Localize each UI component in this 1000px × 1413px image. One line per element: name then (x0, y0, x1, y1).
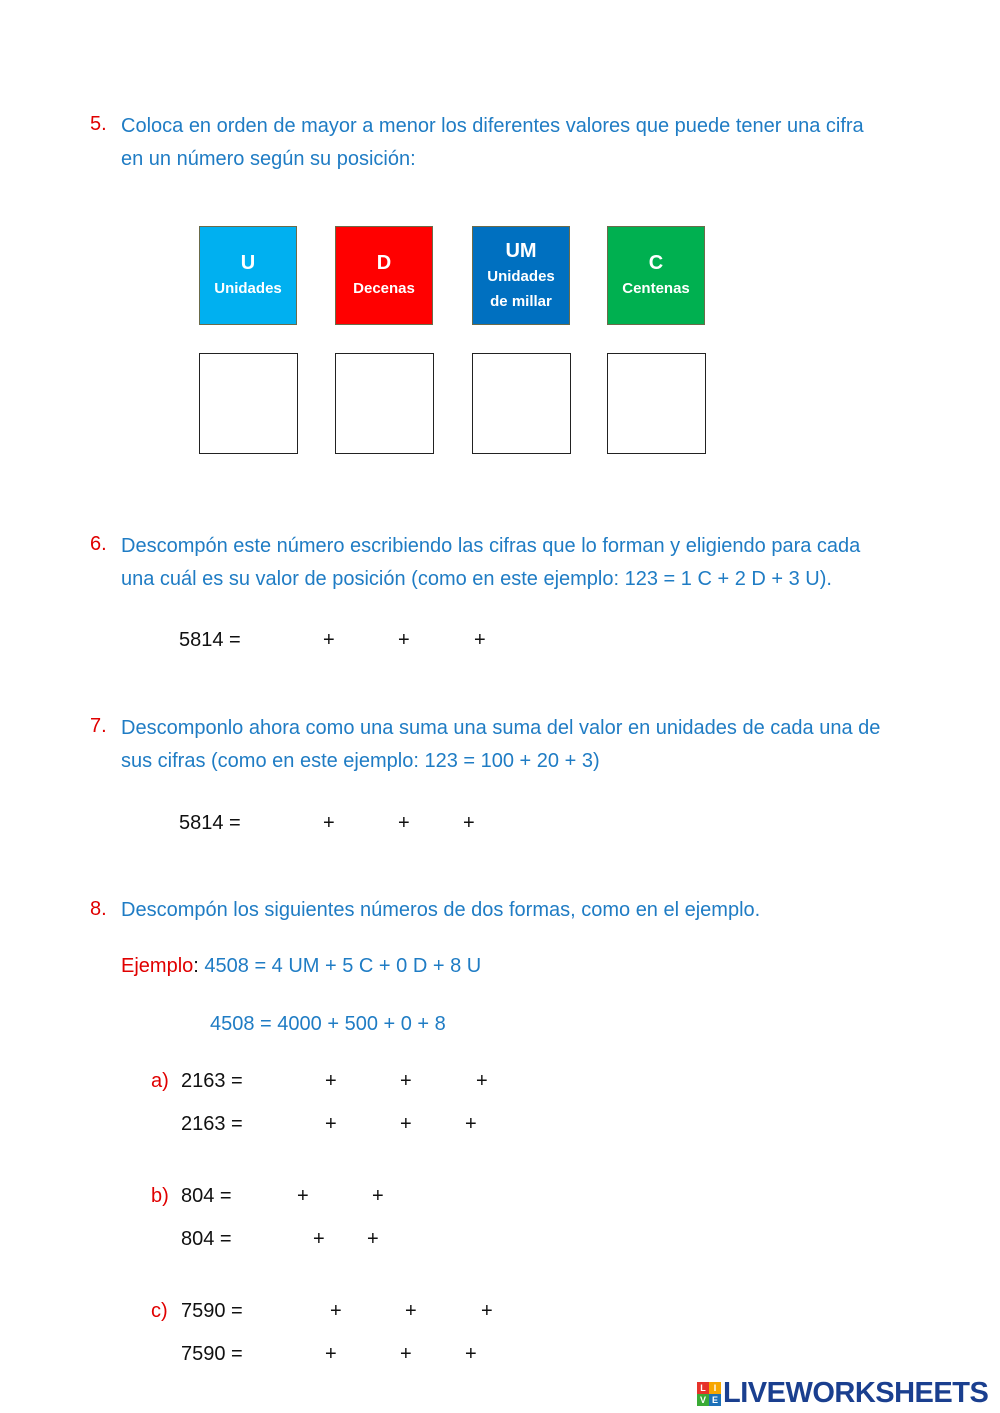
plus-sign: + (323, 812, 335, 834)
plus-sign: + (476, 1070, 488, 1092)
q7-expression: 5814 = (179, 812, 241, 834)
logo-mark-letter: I (709, 1382, 721, 1394)
q7-instructions (121, 712, 880, 778)
q7-line1: Descomponlo ahora como una suma una suma del valor en unidades de cada una de (121, 717, 881, 739)
drop-box-3[interactable] (472, 353, 571, 454)
logo-mark-letter: V (697, 1394, 709, 1406)
drop-box-4[interactable] (607, 353, 706, 454)
example-expression-1: 4508 = 4 UM + 5 C + 0 D + 8 U (204, 955, 482, 977)
logo-mark-letter: L (697, 1382, 709, 1394)
card-abbr: C (648, 252, 664, 274)
q5-line1: Coloca en orden de mayor a menor los diferentes valores que puede tener una cifra (121, 115, 864, 137)
card-name: Decenas (353, 280, 415, 297)
card-abbr: D (376, 252, 392, 274)
q7-number: 7. (90, 715, 107, 737)
example-line1 (121, 955, 481, 978)
card-name-line2: de millar (490, 292, 552, 310)
plus-sign: + (400, 1113, 412, 1135)
plus-sign: + (465, 1113, 477, 1135)
card-unidades-de-millar[interactable] (472, 226, 570, 325)
plus-sign: + (323, 629, 335, 651)
q6-number: 6. (90, 533, 107, 555)
plus-sign: + (325, 1343, 337, 1365)
item-c-label: c) (151, 1300, 168, 1322)
card-name: Centenas (622, 280, 690, 297)
q8-instructions: Descompón los siguientes números de dos formas, como en el ejemplo. (121, 899, 761, 921)
item-c-expression-1: 7590 = (181, 1300, 243, 1322)
card-decenas[interactable] (335, 226, 433, 325)
plus-sign: + (465, 1343, 477, 1365)
q6-line1: Descompón este número escribiendo las cifras que lo forman y eligiendo para cada (121, 535, 861, 557)
card-centenas[interactable] (607, 226, 705, 325)
q5-line2: en un número según su posición: (121, 148, 416, 170)
plus-sign: + (474, 629, 486, 651)
q5-number: 5. (90, 113, 107, 135)
plus-sign: + (481, 1300, 493, 1322)
example-expression-2: 4508 = 4000 + 500 + 0 + 8 (210, 1013, 446, 1035)
item-b-label: b) (151, 1185, 169, 1207)
card-name: Unidades (487, 267, 555, 285)
plus-sign: + (367, 1228, 379, 1250)
example-colon: : (193, 955, 199, 977)
plus-sign: + (325, 1113, 337, 1135)
plus-sign: + (400, 1070, 412, 1092)
card-unidades[interactable] (199, 226, 297, 325)
plus-sign: + (313, 1228, 325, 1250)
q8-number: 8. (90, 898, 107, 920)
plus-sign: + (372, 1185, 384, 1207)
drop-box-2[interactable] (335, 353, 434, 454)
item-a-expression-2: 2163 = (181, 1113, 243, 1135)
card-name: Unidades (214, 280, 282, 297)
example-label: Ejemplo (121, 955, 194, 977)
card-abbr: U (240, 252, 256, 274)
item-a-expression-1: 2163 = (181, 1070, 243, 1092)
q5-instructions (121, 110, 864, 176)
q6-expression: 5814 = (179, 629, 241, 651)
plus-sign: + (400, 1343, 412, 1365)
card-abbr: UM (505, 239, 537, 262)
q6-instructions (121, 530, 860, 596)
plus-sign: + (398, 812, 410, 834)
item-b-expression-1: 804 = (181, 1185, 232, 1207)
logo-icon (697, 1382, 721, 1406)
q6-line2: una cuál es su valor de posición (como en este ejemplo: 123 = 1 C + 2 D + 3 U). (121, 568, 832, 590)
item-a-label: a) (151, 1070, 169, 1092)
drop-box-1[interactable] (199, 353, 298, 454)
plus-sign: + (463, 812, 475, 834)
item-b-expression-2: 804 = (181, 1228, 232, 1250)
plus-sign: + (325, 1070, 337, 1092)
plus-sign: + (398, 629, 410, 651)
logo-text: LIVEWORKSHEETS (723, 1377, 989, 1409)
logo-mark-letter: E (709, 1394, 721, 1406)
q7-line2: sus cifras (como en este ejemplo: 123 = 100 + 20 + 3) (121, 750, 600, 772)
plus-sign: + (405, 1300, 417, 1322)
item-c-expression-2: 7590 = (181, 1343, 243, 1365)
plus-sign: + (297, 1185, 309, 1207)
plus-sign: + (330, 1300, 342, 1322)
liveworksheets-logo (697, 1377, 988, 1410)
